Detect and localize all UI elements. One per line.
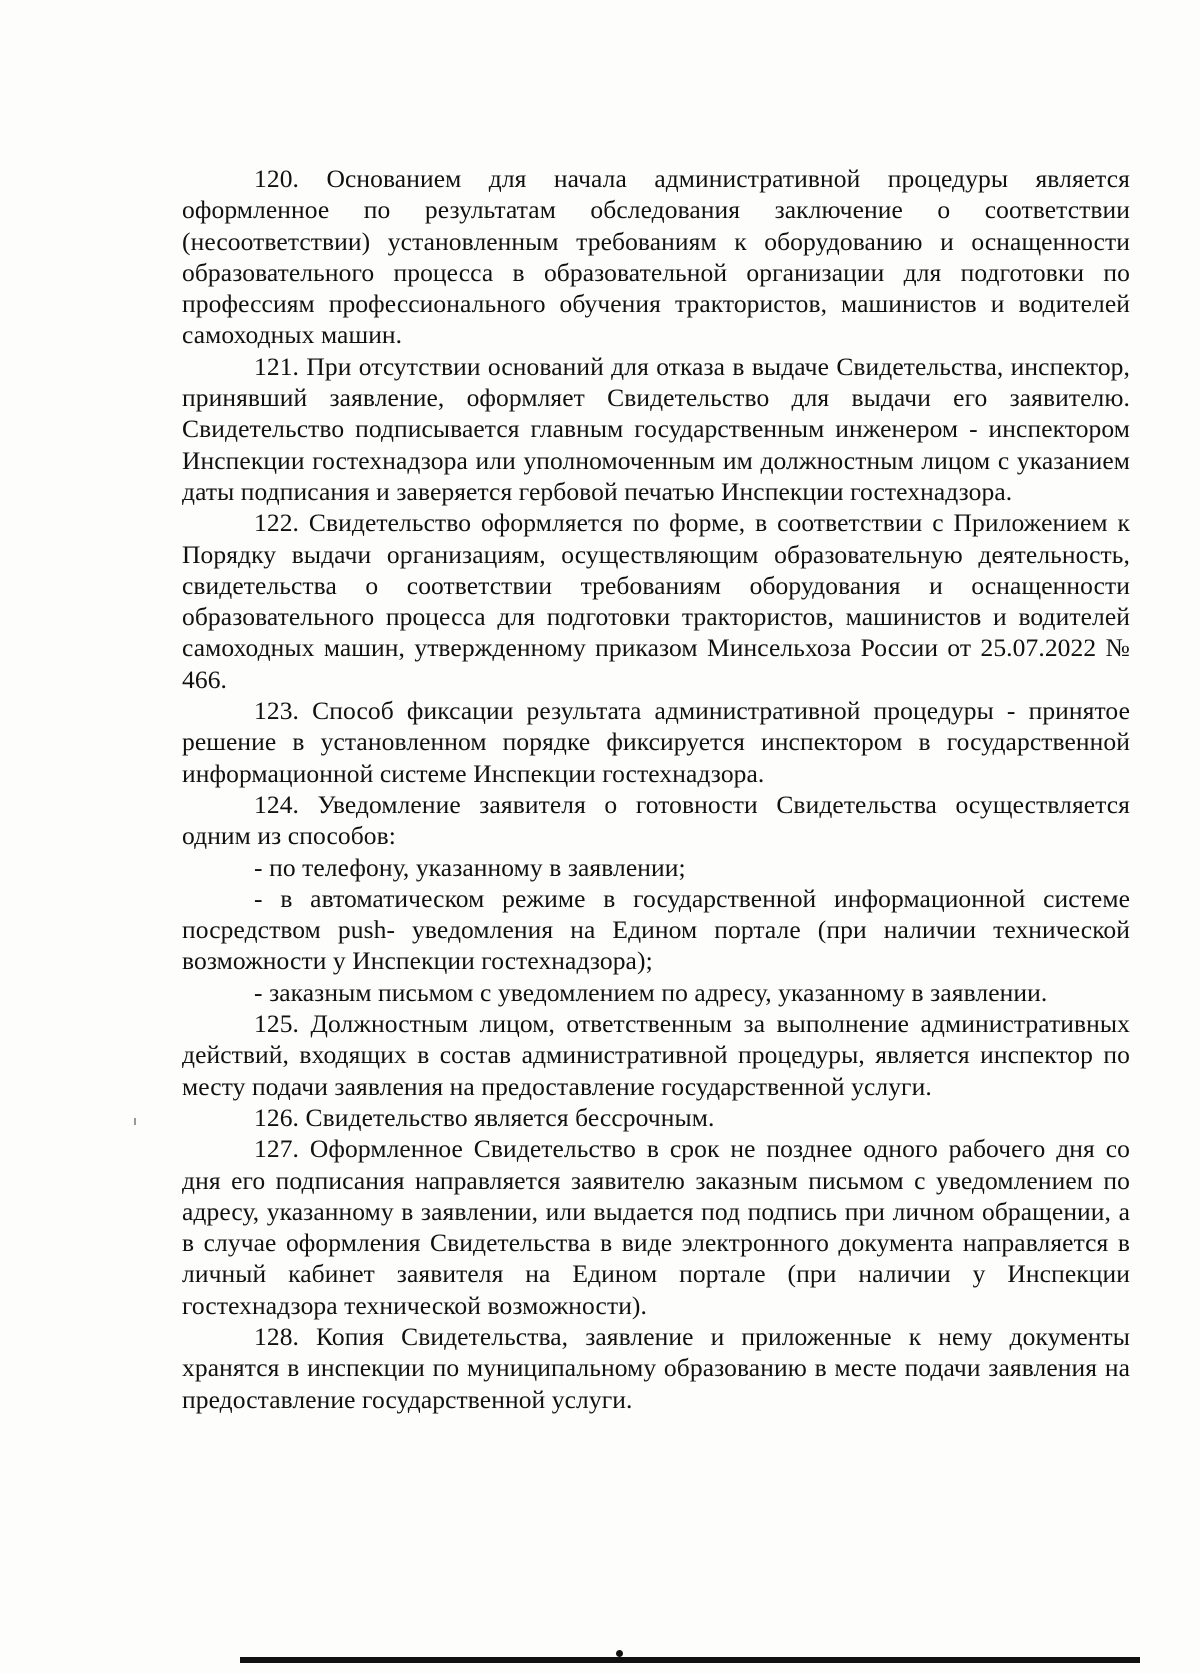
- paragraph-124: 124. Уведомление заявителя о готовности Свидетельства осуществляется одним из способов:: [182, 789, 1130, 851]
- paragraph-126: 126. Свидетельство является бессрочным.: [254, 1102, 715, 1132]
- paragraph-128: 128. Копия Свидетельства, заявление и приложенные к нему документы хранятся в инспекции по муниципальному образованию в месте подачи заявления на предоставление государственной услуги.: [182, 1321, 1130, 1414]
- scan-bottom-edge-line: [240, 1657, 1140, 1663]
- scan-speck: [134, 1118, 136, 1125]
- paragraph-120: 120. Основанием для начала административной процедуры является оформленное по результатам обследования заключение о соответствии (несоответствии) установленным требованиям к оборудованию и оснащенности образовательного процесса в образовательной организации для подготовки по профессиям профессионального обучения трактористов, машинистов и водителей самоходных машин.: [182, 164, 1130, 350]
- paragraph-125: 125. Должностным лицом, ответственным за выполнение административных действий, входящих в состав административной процедуры, является инспектор по месту подачи заявления на предоставление государственной услуги.: [182, 1009, 1130, 1101]
- paragraph-123: 123. Способ фиксации результата административной процедуры - принятое решение в установленном порядке фиксируется инспектором в государственной информационной системе Инспекции гостехнадзора.: [182, 696, 1130, 788]
- paragraph-122: 122. Свидетельство оформляется по форме, в соответствии с Приложением к Порядку выдачи организациям, осуществляющим образовательную деятельность, свидетельства о соответствии требованиям оборудования и оснащенности образовательного процесса для подготовки трактористов, машинистов и водителей самоходных машин, утвержденному приказом Минсельхоза России от 25.07.2022 № 466.: [182, 508, 1130, 694]
- paragraph-124-item-push: - в автоматическом режиме в государственной информационной системе посредством push- уведомления на Едином портале (при наличии технической возможности у Инспекции гостехнадзора);: [182, 883, 1130, 976]
- scan-bottom-dot: [616, 1650, 623, 1657]
- document-body: [182, 163, 1130, 1415]
- paragraph-127: 127. Оформленное Свидетельство в срок не позднее одного рабочего дня со дня его подписания направляется заявителю заказным письмом с уведомлением по адресу, указанному в заявлении, или выдается под подпись при личном обращении, а в случае оформления Свидетельства в виде электронного документа направляется в личный кабинет заявителя на Едином портале (при наличии у Инспекции гостехнадзора технической возможности).: [182, 1134, 1130, 1320]
- paragraph-124-item-phone: - по телефону, указанному в заявлении;: [254, 852, 686, 882]
- paragraph-124-item-mail: - заказным письмом с уведомлением по адресу, указанному в заявлении.: [254, 977, 1048, 1007]
- paragraph-121: 121. При отсутствии оснований для отказа в выдаче Свидетельства, инспектор, принявший заявление, оформляет Свидетельство для выдачи его заявителю. Свидетельство подписывается главным государственным инженером - инспектором Инспекции гостехнадзора или уполномоченным им должностным лицом с указанием даты подписания и заверяется гербовой печатью Инспекции гостехнадзора.: [182, 351, 1130, 506]
